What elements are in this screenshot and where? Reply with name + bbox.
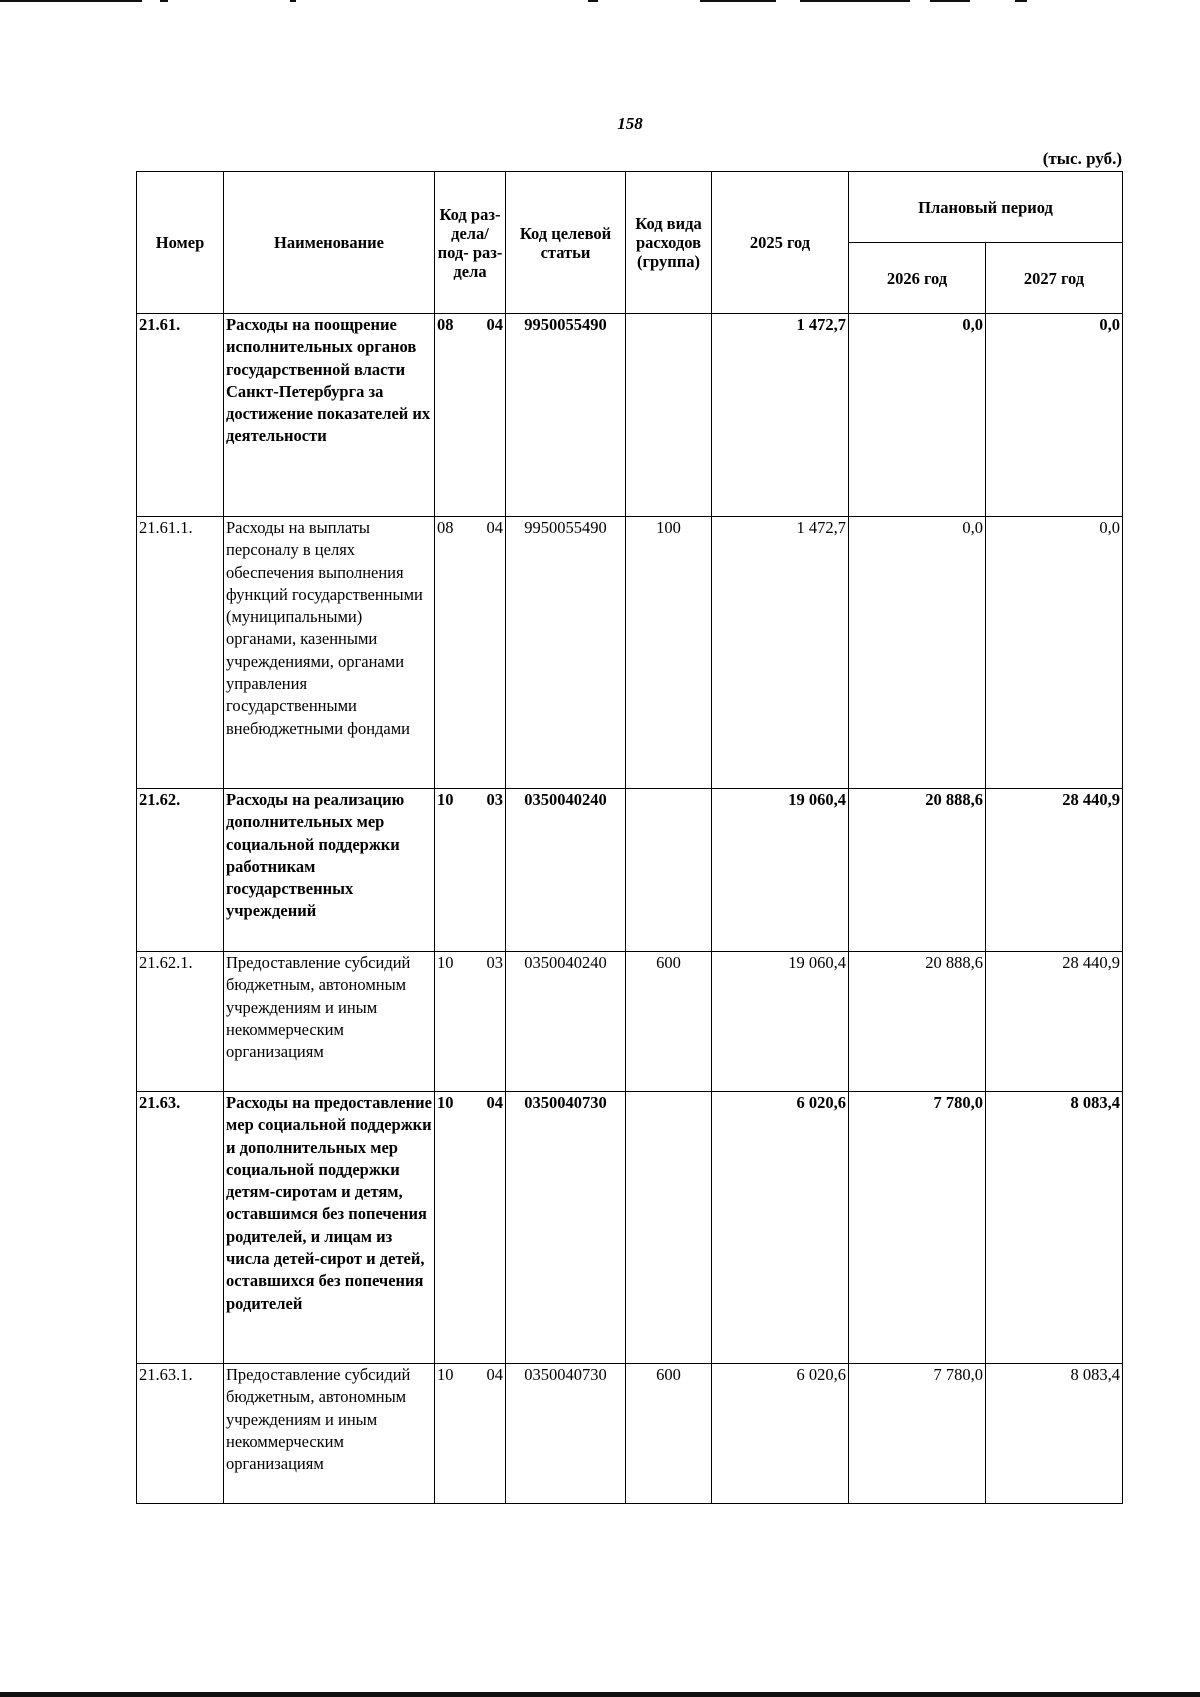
row-2026: 20 888,6 [849, 789, 986, 952]
row-kind-code: 600 [626, 952, 712, 1092]
table-row [137, 952, 1123, 1092]
row-section-code [435, 1092, 506, 1364]
row-2025: 19 060,4 [712, 952, 849, 1092]
row-2025: 6 020,6 [712, 1364, 849, 1504]
subsection-code: 03 [486, 953, 503, 972]
header-number: Номер [137, 172, 224, 314]
section-code: 10 [437, 1365, 454, 1384]
row-kind-code: 100 [626, 517, 712, 789]
row-name: Предоставление субсидий бюджетным, автономным учреждениям и иным некоммерческим организациям [224, 1364, 435, 1504]
table-row [137, 789, 1123, 952]
budget-table [136, 171, 1123, 1504]
table-row [137, 1092, 1123, 1364]
row-number: 21.62. [137, 789, 224, 952]
table-row [137, 314, 1123, 517]
row-2025: 1 472,7 [712, 517, 849, 789]
section-code: 08 [437, 315, 454, 334]
row-kind-code [626, 314, 712, 517]
row-2027: 28 440,9 [986, 789, 1123, 952]
row-2026: 7 780,0 [849, 1092, 986, 1364]
row-number: 21.61.1. [137, 517, 224, 789]
header-2025: 2025 год [712, 172, 849, 314]
row-target-code: 0350040240 [506, 952, 626, 1092]
row-target-code: 9950055490 [506, 517, 626, 789]
row-kind-code [626, 1092, 712, 1364]
row-2027: 0,0 [986, 517, 1123, 789]
subsection-code: 04 [486, 518, 503, 537]
page-number: 158 [617, 114, 643, 133]
row-kind-code [626, 789, 712, 952]
row-name: Расходы на предоставление мер социальной поддержки и дополнительных мер социальной поддержки детям-сиротам и детям, оставшимся без попечения родителей, и лицам из числа детей-сирот и детей, оставшихся без попечения родителей [224, 1092, 435, 1364]
scan-artifact-bottom [0, 1692, 1200, 1697]
row-number: 21.62.1. [137, 952, 224, 1092]
subsection-code: 03 [486, 790, 503, 809]
row-kind-code: 600 [626, 1364, 712, 1504]
header-kind: Код вида расходов (группа) [626, 172, 712, 314]
row-section-code [435, 314, 506, 517]
row-section-code [435, 789, 506, 952]
row-number: 21.63. [137, 1092, 224, 1364]
row-name: Расходы на выплаты персоналу в целях обеспечения выполнения функций государственными (муниципальными) органами, казенными учреждениями, органами управления государственными внебюджетными фондами [224, 517, 435, 789]
table-header [137, 172, 1123, 314]
header-2027: 2027 год [986, 243, 1123, 314]
row-2025: 19 060,4 [712, 789, 849, 952]
row-name: Расходы на реализацию дополнительных мер социальной поддержки работникам государственных учреждений [224, 789, 435, 952]
header-section [435, 172, 506, 314]
row-section-code [435, 517, 506, 789]
row-2025: 6 020,6 [712, 1092, 849, 1364]
row-name: Предоставление субсидий бюджетным, автономным учреждениям и иным некоммерческим организациям [224, 952, 435, 1092]
subsection-code: 04 [486, 1365, 503, 1384]
row-2026: 20 888,6 [849, 952, 986, 1092]
row-2026: 7 780,0 [849, 1364, 986, 1504]
table-row [137, 1364, 1123, 1504]
row-section-code [435, 952, 506, 1092]
header-planned-period: Плановый период [849, 172, 1123, 243]
header-target: Код целевой статьи [506, 172, 626, 314]
section-code: 10 [437, 953, 454, 972]
row-2025: 1 472,7 [712, 314, 849, 517]
row-target-code: 0350040730 [506, 1092, 626, 1364]
row-2027: 8 083,4 [986, 1364, 1123, 1504]
subsection-code: 04 [486, 315, 503, 334]
row-section-code [435, 1364, 506, 1504]
units-label: (тыс. руб.) [1042, 149, 1122, 168]
subsection-code: 04 [486, 1093, 503, 1112]
row-target-code: 0350040730 [506, 1364, 626, 1504]
row-number: 21.61. [137, 314, 224, 517]
row-2026: 0,0 [849, 314, 986, 517]
header-section-label: Код раз- дела/ под- раз- дела [437, 204, 503, 281]
table-row [137, 517, 1123, 789]
header-name: Наименование [224, 172, 435, 314]
row-2027: 28 440,9 [986, 952, 1123, 1092]
section-code: 10 [437, 790, 454, 809]
header-2026: 2026 год [849, 243, 986, 314]
row-2027: 8 083,4 [986, 1092, 1123, 1364]
row-target-code: 9950055490 [506, 314, 626, 517]
section-code: 10 [437, 1093, 454, 1112]
row-2027: 0,0 [986, 314, 1123, 517]
row-target-code: 0350040240 [506, 789, 626, 952]
row-name: Расходы на поощрение исполнительных органов государственной власти Санкт-Петербурга за достижение показателей их деятельности [224, 314, 435, 517]
row-number: 21.63.1. [137, 1364, 224, 1504]
section-code: 08 [437, 518, 454, 537]
scan-artifact-top [0, 0, 1200, 3]
row-2026: 0,0 [849, 517, 986, 789]
